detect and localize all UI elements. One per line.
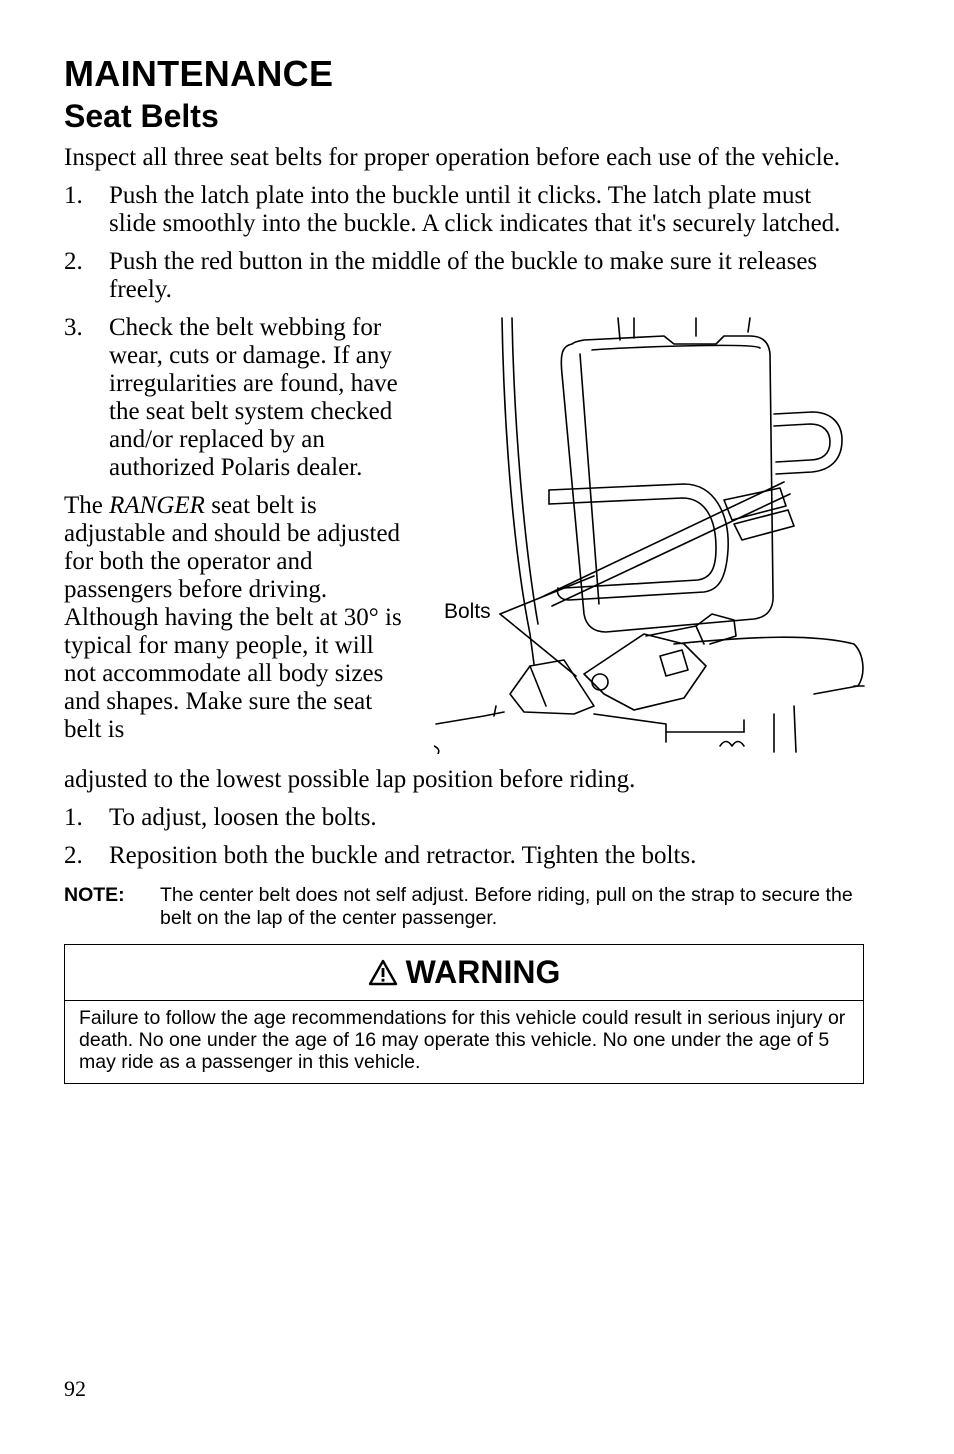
adjust-step-2	[64, 842, 864, 870]
step-number: 1.	[64, 182, 83, 209]
page-title: Seat Belts	[64, 98, 219, 134]
page-number: 92	[64, 1376, 86, 1401]
step-text: Push the latch plate into the buckle until it clicks. The latch plate must slide smoothly into the buckle. A click indicates that it's securely latched.	[109, 182, 841, 237]
step-text: Reposition both the buckle and retractor. Tighten the bolts.	[109, 842, 697, 869]
adjust-continued: adjusted to the lowest possible lap position before riding.	[64, 766, 636, 793]
bolts-label: Bolts	[444, 600, 491, 623]
seat-belt-illustration	[434, 314, 866, 754]
warning-triangle-icon	[368, 959, 398, 986]
step-text: Check the belt webbing for wear, cuts or damage. If any irregularities are found, have the seat belt system checked and/or replaced by an authorized Polaris dealer.	[109, 314, 398, 481]
adjust-prefix: The	[64, 492, 110, 519]
step-with-figure	[64, 314, 864, 766]
step-number: 2.	[64, 248, 83, 275]
inspection-step-3	[64, 314, 409, 482]
left-column	[64, 314, 409, 744]
inspection-step-2	[64, 248, 864, 304]
seat-drawing	[434, 314, 866, 754]
step-number: 2.	[64, 842, 83, 869]
step-number: 1.	[64, 804, 83, 831]
adjust-steps	[64, 804, 864, 870]
brand-name: RANGER	[109, 492, 205, 519]
step-number: 3.	[64, 314, 83, 341]
warning-text: Failure to follow the age recommendations for this vehicle could result in serious injury or death. No one under the age of 16 may operate this vehicle. No one under the age of 5 may ride as a passenger in this vehicle.	[79, 1007, 846, 1073]
warning-box	[64, 944, 864, 1084]
warning-title: WARNING	[405, 954, 561, 990]
inspection-step-1	[64, 182, 864, 238]
intro-paragraph: Inspect all three seat belts for proper operation before each use of the vehicle.	[64, 144, 841, 171]
note-label: NOTE:	[64, 884, 125, 906]
adjust-body: seat belt is adjustable and should be adjusted for both the operator and passengers before driving. Although having the belt at 30° is typical for many people, it will not accommodate all body sizes and shapes. Make sure the seat belt is	[64, 492, 402, 743]
adjust-paragraph	[64, 492, 409, 744]
note	[64, 884, 864, 930]
step-text: Push the red button in the middle of the buckle to make sure it releases freely.	[109, 248, 818, 303]
manual-page	[64, 52, 864, 1084]
note-text: The center belt does not self adjust. Before riding, pull on the strap to secure the belt on the lap of the center passenger.	[160, 884, 853, 929]
adjust-step-1	[64, 804, 864, 832]
step-text: To adjust, loosen the bolts.	[109, 804, 377, 831]
section-heading: MAINTENANCE	[64, 53, 334, 94]
warning-header	[65, 945, 863, 1001]
